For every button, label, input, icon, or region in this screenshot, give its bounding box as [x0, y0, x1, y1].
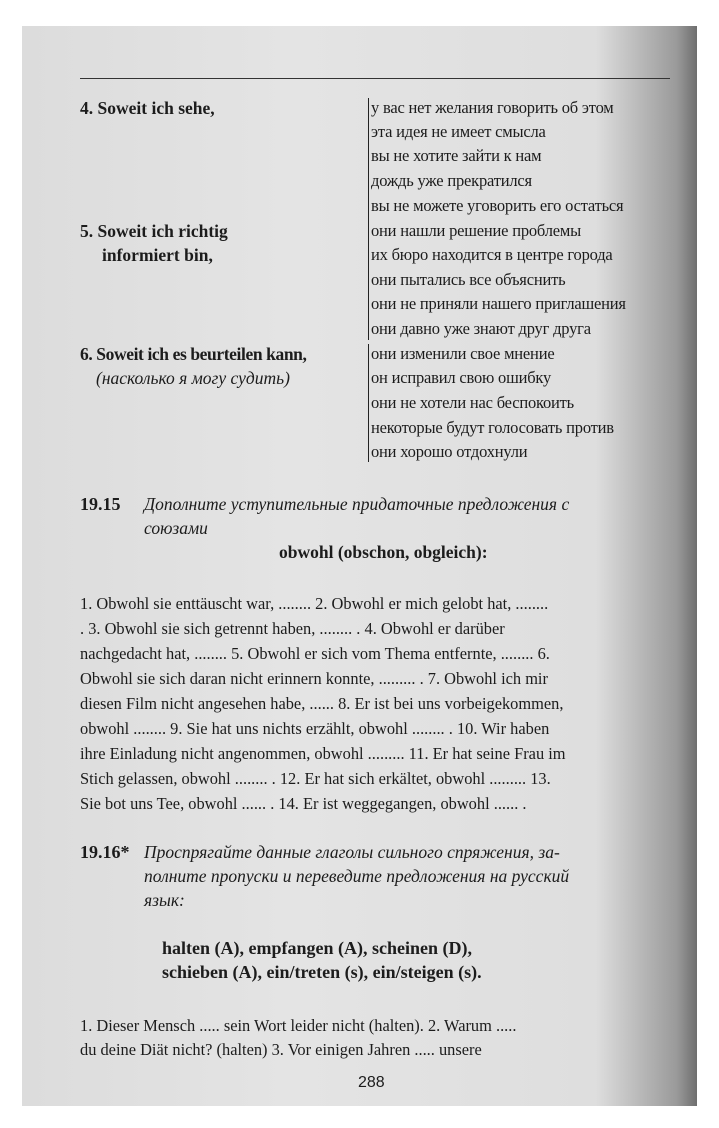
- exercise-1916-verbs-1: halten (A), empfangen (A), scheinen (D),: [162, 938, 472, 958]
- exercise-1915-line-5: diesen Film nicht angesehen habe, ...... 8. Er ist bei uns vorbeigekommen,: [80, 694, 564, 713]
- exercise-1915-title-2: союзами: [144, 518, 208, 538]
- row6-ru-3: они не хотели нас беспокоить: [371, 393, 575, 412]
- row6-german-1: 6. Soweit ich es beurteilen kann,: [80, 344, 307, 364]
- exercise-1915-line-8: Stich gelassen, obwohl ........ . 12. Er hat sich erkältet, obwohl ......... 13.: [80, 769, 551, 788]
- exercise-1915-line-9: Sie bot uns Tee, obwohl ...... . 14. Er ist weggegangen, obwohl ...... .: [80, 794, 527, 813]
- row4-ru-3: вы не хотите зайти к нам: [371, 146, 542, 165]
- row5-ru-4: они не приняли нашего приглашения: [371, 294, 626, 313]
- exercise-1915-line-1: 1. Obwohl sie enttäuscht war, ........ 2. Obwohl er mich gelobt hat, ........: [80, 594, 549, 613]
- exercise-1915-line-2: . 3. Obwohl sie sich getrennt haben, ........ . 4. Obwohl er darüber: [80, 619, 505, 638]
- exercise-1916-line-2: du deine Diät nicht? (halten) 3. Vor einigen Jahren ..... unsere: [80, 1040, 482, 1059]
- row5-ru-1: они нашли решение проблемы: [371, 221, 581, 240]
- column-divider-2: [368, 344, 369, 462]
- page-number: 288: [358, 1074, 385, 1091]
- exercise-1915-line-3: nachgedacht hat, ........ 5. Obwohl er sich vom Thema entfernte, ........ 6.: [80, 644, 550, 663]
- row4-ru-5: вы не можете уговорить его остаться: [371, 196, 624, 215]
- row4-german: 4. Soweit ich sehe,: [80, 98, 215, 118]
- row5-ru-2: их бюро находится в центре города: [371, 245, 613, 264]
- row4-ru-2: эта идея не имеет смысла: [371, 122, 546, 141]
- exercise-1915-line-6: obwohl ........ 9. Sie hat uns nichts erzählt, obwohl ........ . 10. Wir haben: [80, 719, 550, 738]
- exercise-1916-title-3: язык:: [144, 890, 185, 910]
- row4-ru-1: у вас нет желания говорить об этом: [371, 98, 614, 117]
- exercise-1915-line-4: Obwohl sie sich daran nicht erinnern konnte, ......... . 7. Obwohl ich mir: [80, 669, 548, 688]
- exercise-1916-title-1: Проспрягайте данные глаголы сильного спряжения, за-: [144, 842, 560, 862]
- row6-ru-4: некоторые будут голосовать против: [371, 418, 614, 437]
- exercise-1915-conjunctions: obwohl (obschon, obgleich):: [279, 542, 488, 562]
- exercise-1916-number: 19.16*: [80, 842, 130, 862]
- book-page: [22, 26, 697, 1106]
- exercise-1916-verbs-2: schieben (A), ein/treten (s), ein/steigen (s).: [162, 962, 482, 982]
- exercise-1916-title-2: полните пропуски и переведите предложения на русский: [144, 866, 570, 886]
- exercise-1915-line-7: ihre Einladung nicht angenommen, obwohl ......... 11. Er hat seine Frau im: [80, 744, 566, 763]
- row6-ru-2: он исправил свою ошибку: [371, 368, 552, 387]
- top-rule: [80, 78, 670, 79]
- column-divider: [368, 98, 369, 340]
- row4-ru-4: дождь уже прекратился: [371, 171, 532, 190]
- exercise-1915-title-1: Дополните уступительные придаточные предложения с: [144, 494, 570, 514]
- row5-ru-3: они пытались все объяснить: [371, 270, 566, 289]
- row6-ru-1: они изменили свое мнение: [371, 344, 555, 363]
- row5-german-2: informiert bin,: [102, 245, 213, 265]
- exercise-1915-number: 19.15: [80, 494, 121, 514]
- row6-german-2: (насколько я могу судить): [96, 368, 290, 388]
- exercise-1916-line-1: 1. Dieser Mensch ..... sein Wort leider nicht (halten). 2. Warum .....: [80, 1016, 517, 1035]
- row5-ru-5: они давно уже знают друг друга: [371, 319, 591, 338]
- row5-german-1: 5. Soweit ich richtig: [80, 221, 228, 241]
- row6-ru-5: они хорошо отдохнули: [371, 442, 528, 461]
